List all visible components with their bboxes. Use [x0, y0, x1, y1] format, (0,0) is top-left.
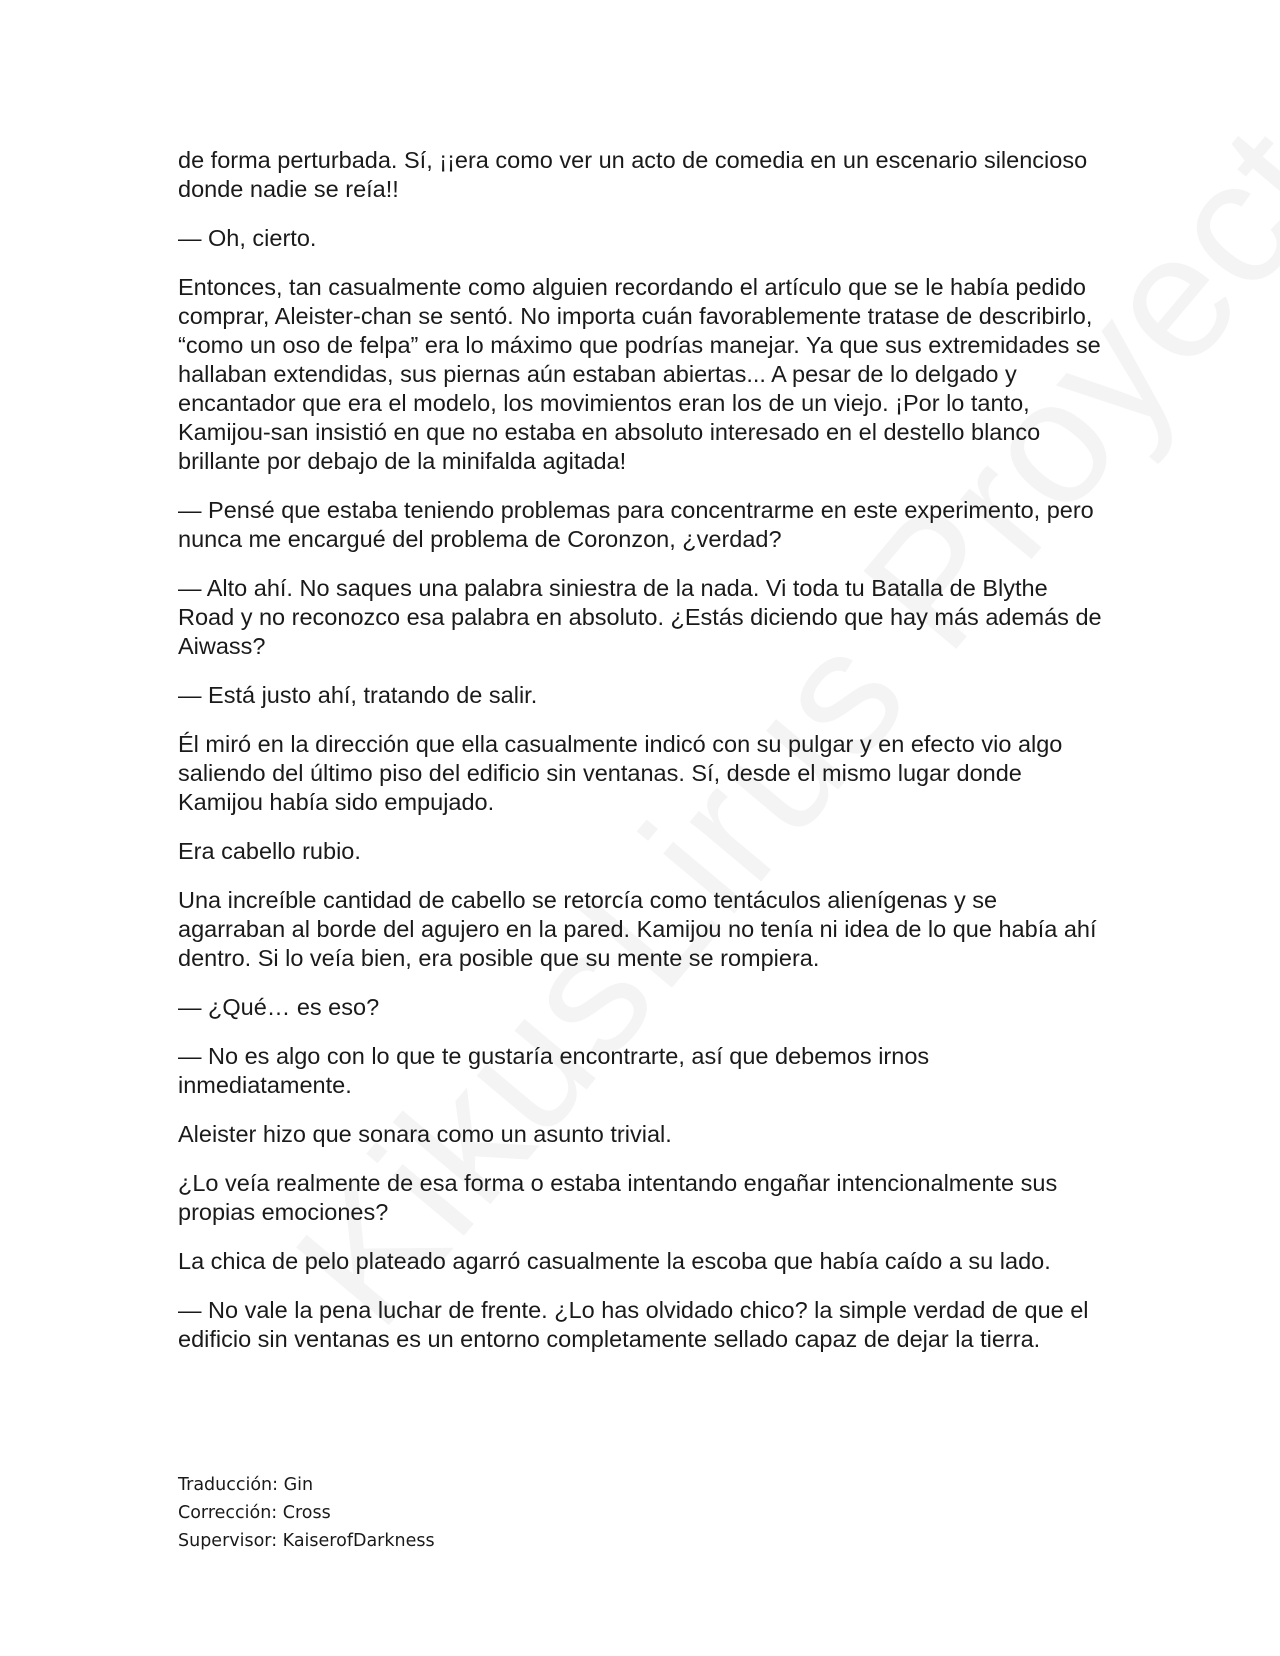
paragraph: Aleister hizo que sonara como un asunto trivial.: [178, 1121, 672, 1147]
credit-correction: Corrección: Cross: [178, 1503, 331, 1523]
credits: [178, 1471, 435, 1555]
paragraph: — No es algo con lo que te gustaría encontrarte, así que debemos irnos inmediatamente.: [178, 1043, 930, 1098]
credit-supervisor: Supervisor: KaiserofDarkness: [178, 1531, 435, 1551]
paragraph: — Pensé que estaba teniendo problemas para concentrarme en este experimento, pero nunca me encargué del problema de Coronzon, ¿verdad?: [178, 497, 1094, 552]
paragraph: — Oh, cierto.: [178, 225, 317, 251]
paragraph: Una increíble cantidad de cabello se retorcía como tentáculos alienígenas y se agarraban al borde del agujero en la pared. Kamijou no tenía ni idea de lo que había ahí dentro. Si lo veía bien, era posible que su mente se rompiera.: [178, 887, 1097, 971]
paragraph: La chica de pelo plateado agarró casualmente la escoba que había caído a su lado.: [178, 1248, 1051, 1274]
paragraph: Entonces, tan casualmente como alguien recordando el artículo que se le había pedido comprar, Aleister-chan se sentó. No importa cuán favorablemente tratase de describirlo, “como un oso de felpa” era lo máximo que podrías manejar. Ya que sus extremidades se hallaban extendidas, sus piernas aún estaban abiertas... A pesar de lo delgado y encantador que era el modelo, los movimientos eran los de un viejo. ¡Por lo tanto, Kamijou-san insistió en que no estaba en absoluto interesado en el destello blanco brillante por debajo de la minifalda agitada!: [178, 274, 1101, 474]
credit-translation: Traducción: Gin: [178, 1475, 314, 1495]
body-text: [178, 146, 1108, 1374]
paragraph: — Está justo ahí, tratando de salir.: [178, 682, 538, 708]
paragraph: Era cabello rubio.: [178, 838, 361, 864]
paragraph: ¿Lo veía realmente de esa forma o estaba intentando engañar intencionalmente sus propias emociones?: [178, 1170, 1058, 1225]
paragraph: de forma perturbada. Sí, ¡¡era como ver un acto de comedia en un escenario silencioso donde nadie se reía!!: [178, 147, 1088, 202]
paragraph: Él miró en la dirección que ella casualmente indicó con su pulgar y en efecto vio algo saliendo del último piso del edificio sin ventanas. Sí, desde el mismo lugar donde Kamijou había sido empujado.: [178, 731, 1063, 815]
paragraph: — ¿Qué… es eso?: [178, 994, 380, 1020]
paragraph: — Alto ahí. No saques una palabra siniestra de la nada. Vi toda tu Batalla de Blythe Road y no reconozco esa palabra en absoluto. ¿Estás diciendo que hay más además de Aiwass?: [178, 575, 1102, 659]
paragraph: — No vale la pena luchar de frente. ¿Lo has olvidado chico? la simple verdad de que el edificio sin ventanas es un entorno completamente sellado capaz de dejar la tierra.: [178, 1297, 1089, 1352]
